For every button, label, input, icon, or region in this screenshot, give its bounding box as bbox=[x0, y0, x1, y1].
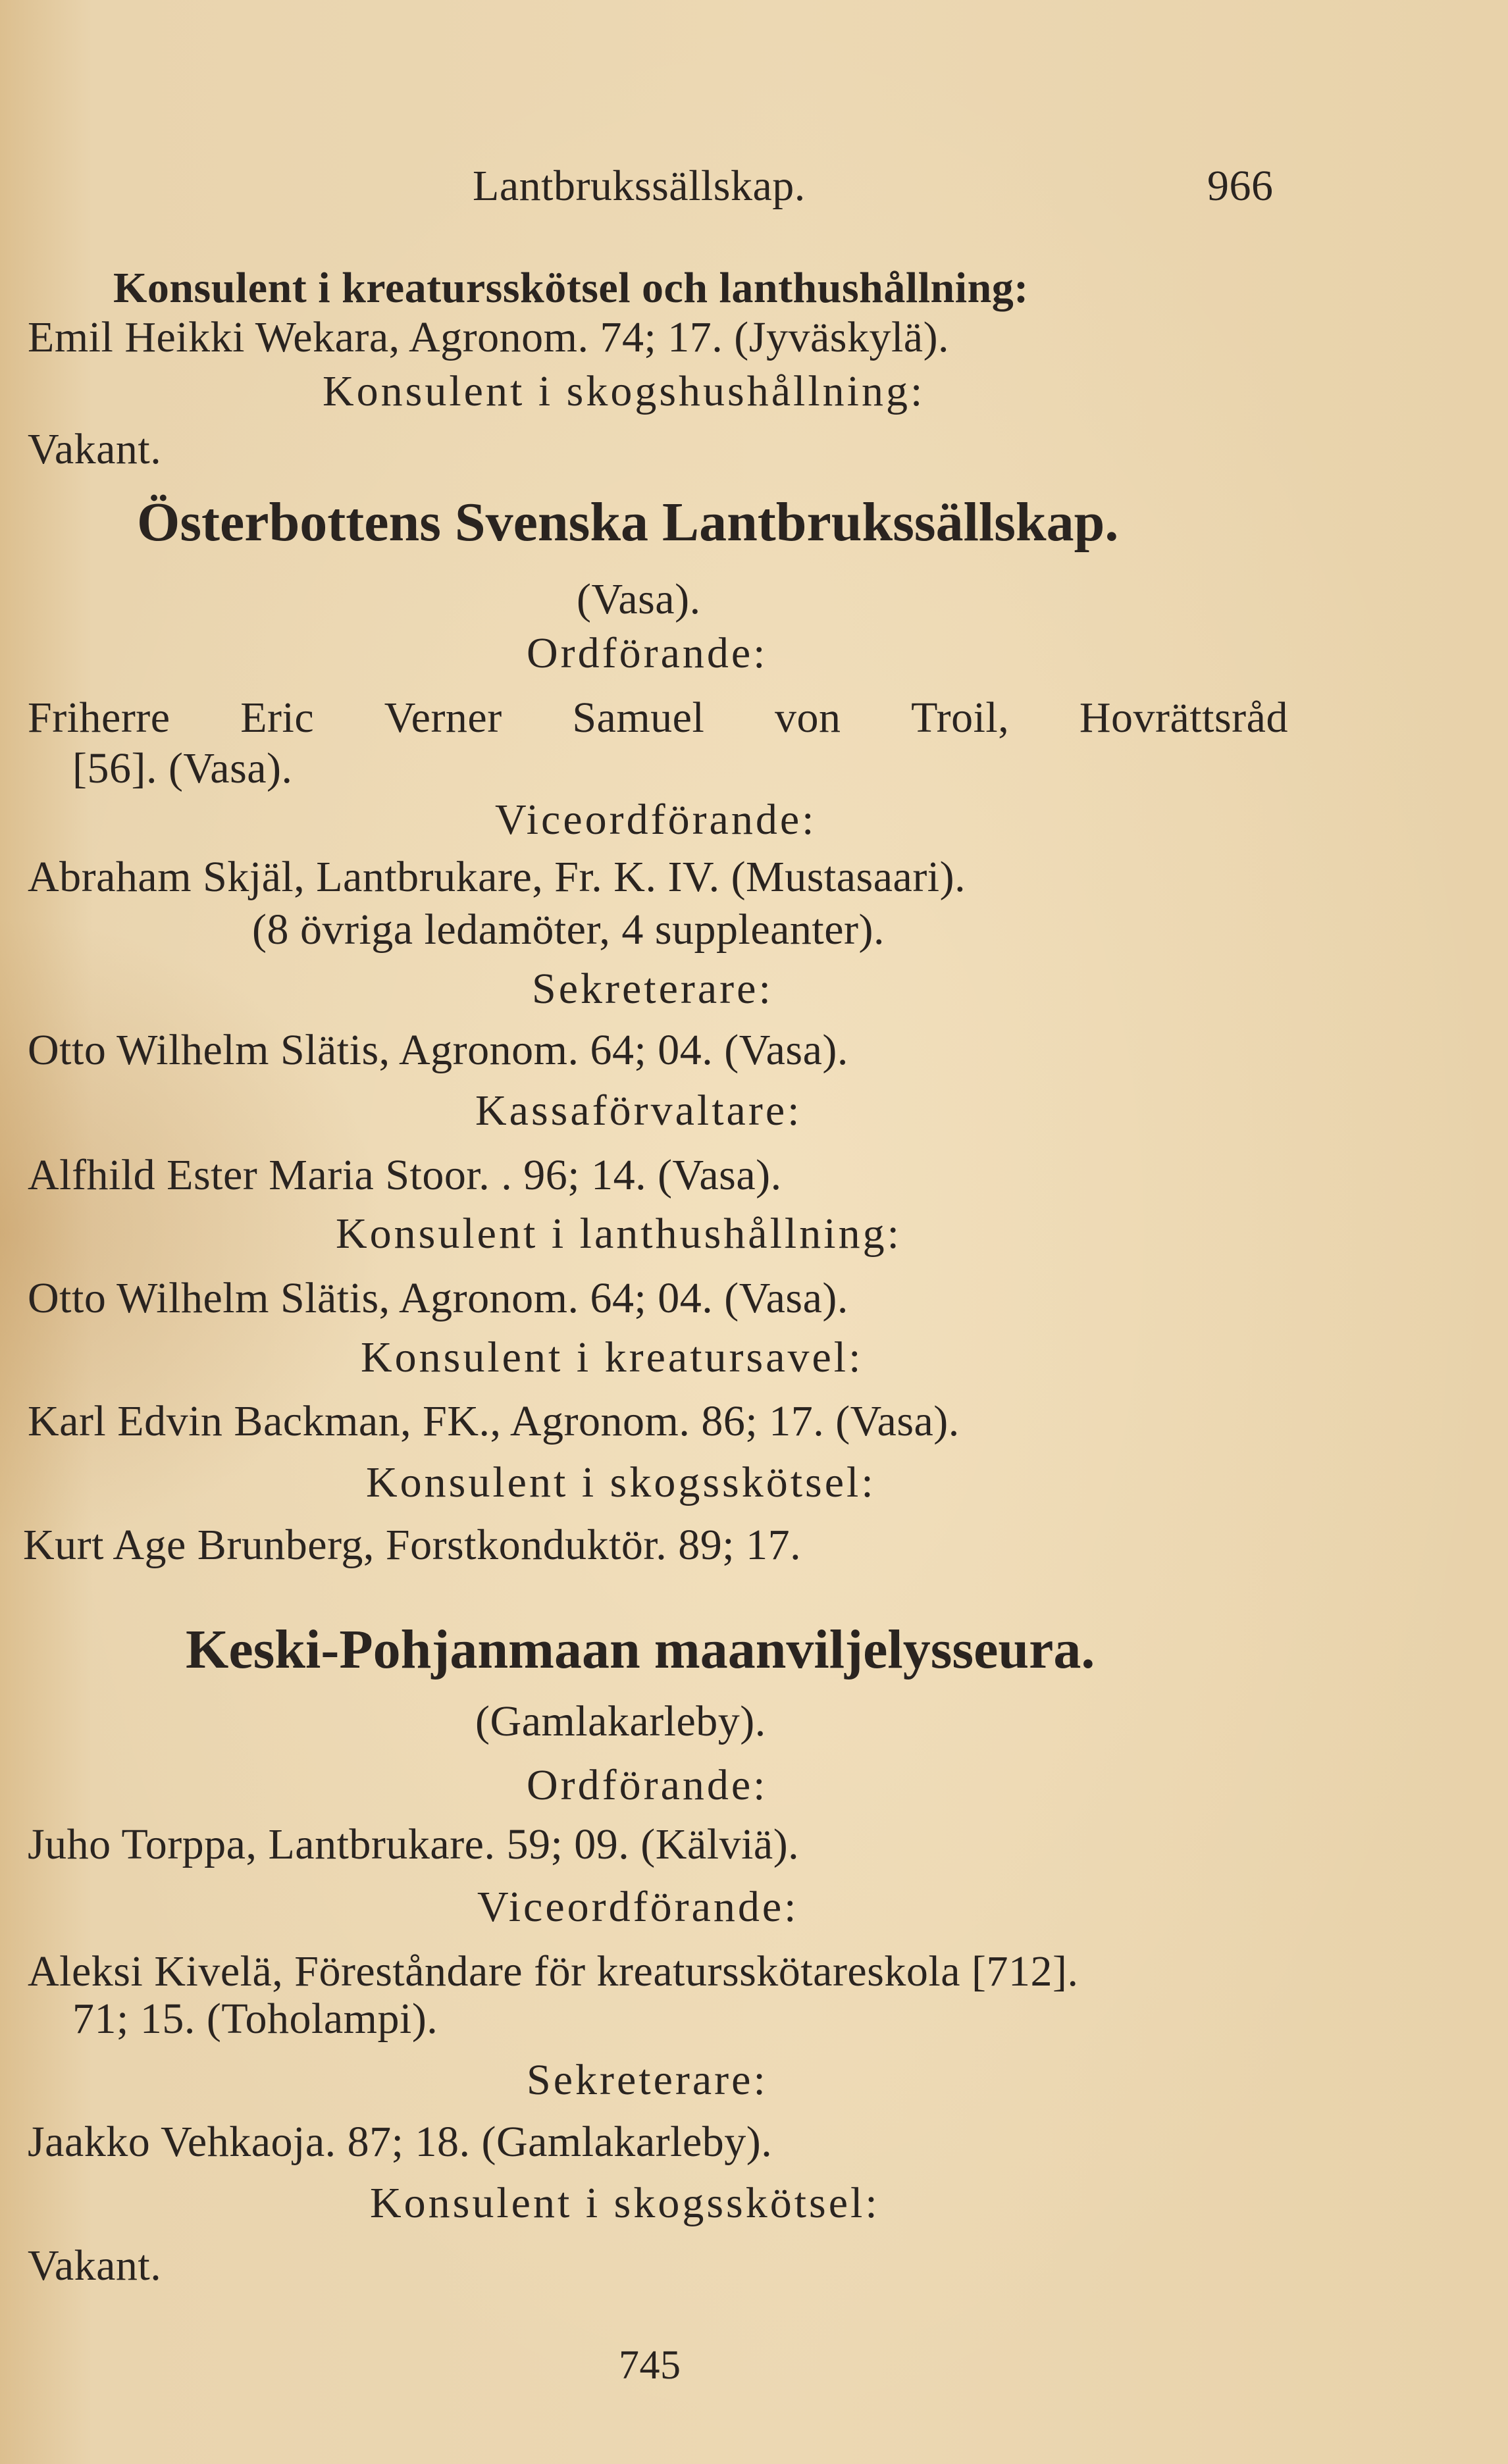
text-line: Konsulent i kreatursskötsel och lanthushållning: bbox=[113, 264, 1029, 312]
text-line-justified bbox=[28, 696, 1288, 740]
text-line: Vakant. bbox=[28, 425, 162, 473]
text-line: 71; 15. (Toholampi). bbox=[72, 1995, 438, 2043]
section-label: Konsulent i kreatursavel: bbox=[361, 1333, 864, 1381]
text-line: Otto Wilhelm Slätis, Agronom. 64; 04. (Vasa). bbox=[28, 1274, 848, 1322]
word: Troil, bbox=[911, 694, 1010, 742]
word: Samuel bbox=[572, 694, 705, 742]
section-label: Konsulent i lanthushållning: bbox=[336, 1210, 902, 1258]
text-line: (Gamlakarleby). bbox=[475, 1697, 766, 1745]
section-label: Viceordförande: bbox=[477, 1883, 799, 1931]
text-line: Vakant. bbox=[28, 2242, 162, 2290]
text-line: (8 övriga ledamöter, 4 suppleanter). bbox=[252, 906, 885, 954]
text-line: Juho Torppa, Lantbrukare. 59; 09. (Kälviä). bbox=[28, 1820, 800, 1868]
text-line: [56]. (Vasa). bbox=[72, 744, 293, 792]
text-line: Otto Wilhelm Slätis, Agronom. 64; 04. (Vasa). bbox=[28, 1026, 848, 1074]
word: Eric bbox=[240, 694, 315, 742]
page-number: 966 bbox=[1207, 162, 1274, 210]
text-line: (Vasa). bbox=[577, 575, 701, 623]
section-label: Viceordförande: bbox=[495, 796, 817, 844]
folio-number: 745 bbox=[619, 2343, 681, 2388]
section-heading: Österbottens Svenska Lantbrukssällskap. bbox=[137, 492, 1119, 553]
word: Friherre bbox=[28, 694, 170, 742]
text-line: Abraham Skjäl, Lantbrukare, Fr. K. IV. (Mustasaari). bbox=[28, 853, 966, 901]
running-header-title: Lantbrukssällskap. bbox=[473, 162, 806, 210]
text-line: Kurt Age Brunberg, Forstkonduktör. 89; 17. bbox=[23, 1521, 802, 1569]
section-label: Sekreterare: bbox=[532, 965, 773, 1013]
section-label: Konsulent i skogsskötsel: bbox=[370, 2179, 880, 2227]
section-label: Ordförande: bbox=[527, 629, 768, 677]
section-label: Konsulent i skogsskötsel: bbox=[366, 1458, 876, 1506]
section-label: Konsulent i skogshushållning: bbox=[323, 367, 925, 415]
section-label: Ordförande: bbox=[527, 1761, 768, 1809]
section-heading: Keski-Pohjanmaan maanviljelysseura. bbox=[186, 1619, 1095, 1680]
text-line: Aleksi Kivelä, Föreståndare för kreatursskötareskola [712]. bbox=[28, 1947, 1079, 1995]
text-line: Karl Edvin Backman, FK., Agronom. 86; 17. (Vasa). bbox=[28, 1397, 960, 1445]
word: Hovrättsråd bbox=[1079, 694, 1288, 742]
section-label: Kassaförvaltare: bbox=[475, 1087, 802, 1135]
text-line: Jaakko Vehkaoja. 87; 18. (Gamlakarleby). bbox=[28, 2118, 773, 2166]
text-line: Alfhild Ester Maria Stoor. . 96; 14. (Vasa). bbox=[28, 1151, 782, 1199]
word: Verner bbox=[384, 694, 502, 742]
section-label: Sekreterare: bbox=[527, 2056, 768, 2104]
word: von bbox=[774, 694, 841, 742]
text-line: Emil Heikki Wekara, Agronom. 74; 17. (Jyväskylä). bbox=[28, 313, 950, 361]
